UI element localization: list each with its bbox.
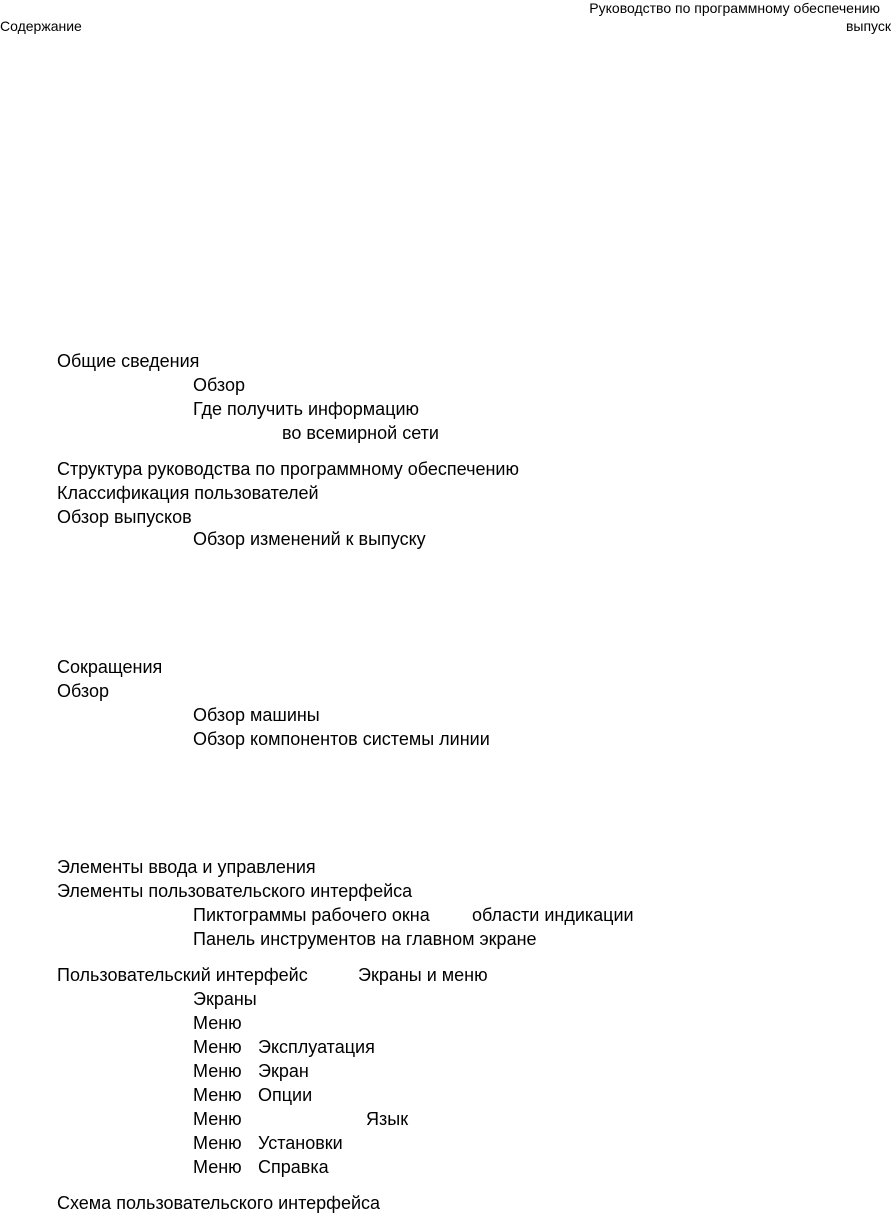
toc-line-components[interactable]: Обзор компонентов системы линии <box>193 729 490 749</box>
toc-menu[interactable]: Меню <box>193 1013 242 1033</box>
toc-overview[interactable]: Обзор <box>57 681 109 701</box>
toc-menu-settings-prefix[interactable]: Меню <box>193 1133 242 1153</box>
toc-menu-operation-prefix[interactable]: Меню <box>193 1037 242 1057</box>
toc-menu-help-prefix[interactable]: Меню <box>193 1157 242 1177</box>
header-section-label: Содержание <box>0 18 82 34</box>
toc-general-info[interactable]: Общие сведения <box>57 351 200 371</box>
toc-menu-operation[interactable]: Эксплуатация <box>258 1037 375 1057</box>
toc-ui-elements[interactable]: Элементы пользовательского интерфейса <box>57 881 413 901</box>
toc-menu-language-prefix[interactable]: Меню <box>193 1109 242 1129</box>
toc-ui-scheme[interactable]: Схема пользовательского интерфейса <box>57 1193 381 1213</box>
toc-window-icons-suffix[interactable]: области индикации <box>472 905 634 925</box>
toc-menu-settings[interactable]: Установки <box>258 1133 343 1153</box>
toc-menu-language[interactable]: Язык <box>366 1109 409 1129</box>
toc-general-overview[interactable]: Обзор <box>193 375 245 395</box>
header-release: выпуск <box>845 18 891 34</box>
toc-menu-screen-prefix[interactable]: Меню <box>193 1061 242 1081</box>
toc-menu-options-prefix[interactable]: Меню <box>193 1085 242 1105</box>
toc-screens[interactable]: Экраны <box>193 989 257 1009</box>
toc-release-overview[interactable]: Обзор выпусков <box>57 507 192 527</box>
toc-machine-overview[interactable]: Обзор машины <box>193 705 320 725</box>
toc-menu-options[interactable]: Опции <box>258 1085 313 1105</box>
toc-menu-screen[interactable]: Экран <box>258 1061 309 1081</box>
toc-user-classification[interactable]: Классификация пользователей <box>57 483 319 503</box>
toc-main-toolbar[interactable]: Панель инструментов на главном экране <box>193 929 537 949</box>
toc-structure[interactable]: Структура руководства по программному обеспечению <box>57 459 519 479</box>
toc-abbreviations[interactable]: Сокращения <box>57 657 163 677</box>
toc-window-icons[interactable]: Пиктограммы рабочего окна <box>193 905 430 925</box>
toc-ui-screens-menus[interactable]: Пользовательский интерфейс <box>57 965 308 985</box>
toc-where-info[interactable]: Где получить информацию <box>193 399 420 419</box>
toc-release-changes[interactable]: Обзор изменений к выпуску <box>193 529 426 549</box>
header-manual-title: Руководство по программному обеспечению <box>589 0 880 16</box>
toc-menu-help[interactable]: Справка <box>258 1157 329 1177</box>
toc-controls[interactable]: Элементы ввода и управления <box>57 857 316 877</box>
toc-ui-screens-menus-suffix[interactable]: Экраны и меню <box>358 965 488 985</box>
toc-on-web[interactable]: во всемирной сети <box>282 423 439 443</box>
